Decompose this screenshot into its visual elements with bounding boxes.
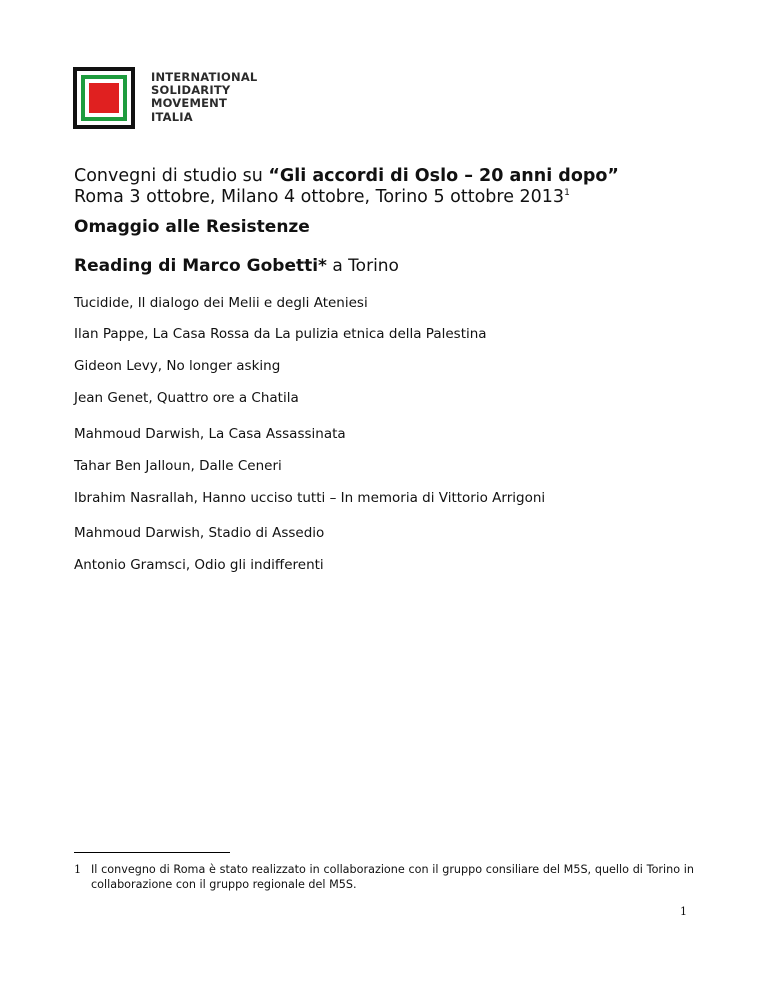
footnote-text: Il convegno di Roma è stato realizzato in collaborazione con il gruppo consiliare del M5S, quello di Torino in collaborazione con il gruppo regionale del M5S. — [91, 863, 694, 891]
title-line-1 — [74, 166, 619, 187]
reading-item: Jean Genet, Quattro ore a Chatila — [74, 390, 299, 406]
page-number: 1 — [680, 905, 687, 918]
heading-omaggio — [74, 217, 310, 238]
logo-line-2: SOLIDARITY — [151, 83, 231, 98]
heading-omaggio-text: Omaggio alle Resistenze — [74, 217, 310, 237]
ism-italia-logo — [73, 67, 273, 129]
title-prefix: Convegni di studio su — [74, 166, 269, 186]
reading-item: Tucidide, Il dialogo dei Melii e degli Ateniesi — [74, 295, 368, 311]
heading-reading — [74, 256, 399, 277]
logo-wordmark — [151, 71, 257, 124]
reading-item: Antonio Gramsci, Odio gli indifferenti — [74, 557, 324, 573]
title-dates: Roma 3 ottobre, Milano 4 ottobre, Torino 5 ottobre 2013 — [74, 187, 565, 207]
title-line-2 — [74, 187, 619, 208]
reading-item: Mahmoud Darwish, Stadio di Assedio — [74, 525, 325, 541]
reading-item: Mahmoud Darwish, La Casa Assassinata — [74, 426, 346, 442]
logo-line-4: ITALIA — [151, 109, 193, 124]
title-bold: “Gli accordi di Oslo – 20 anni dopo” — [268, 166, 619, 186]
logo-line-1: INTERNATIONAL — [151, 70, 258, 84]
footnote-separator — [74, 852, 230, 853]
logo-line-3: MOVEMENT — [151, 96, 228, 111]
reading-item: Gideon Levy, No longer asking — [74, 358, 281, 374]
document-title — [74, 166, 619, 208]
reading-item: Ilan Pappe, La Casa Rossa da La pulizia etnica della Palestina — [74, 326, 487, 342]
reading-item: Tahar Ben Jalloun, Dalle Ceneri — [74, 458, 282, 474]
footnote-reference: 1 — [564, 188, 570, 199]
footnote-number: 1 — [74, 863, 82, 876]
reading-item: Ibrahim Nasrallah, Hanno ucciso tutti – In memoria di Vittorio Arrigoni — [74, 490, 546, 506]
footnote — [74, 862, 694, 892]
ism-logo-mark — [73, 67, 135, 129]
heading-reading-bold: Reading di Marco Gobetti* — [74, 256, 327, 276]
heading-reading-normal: a Torino — [326, 256, 399, 276]
